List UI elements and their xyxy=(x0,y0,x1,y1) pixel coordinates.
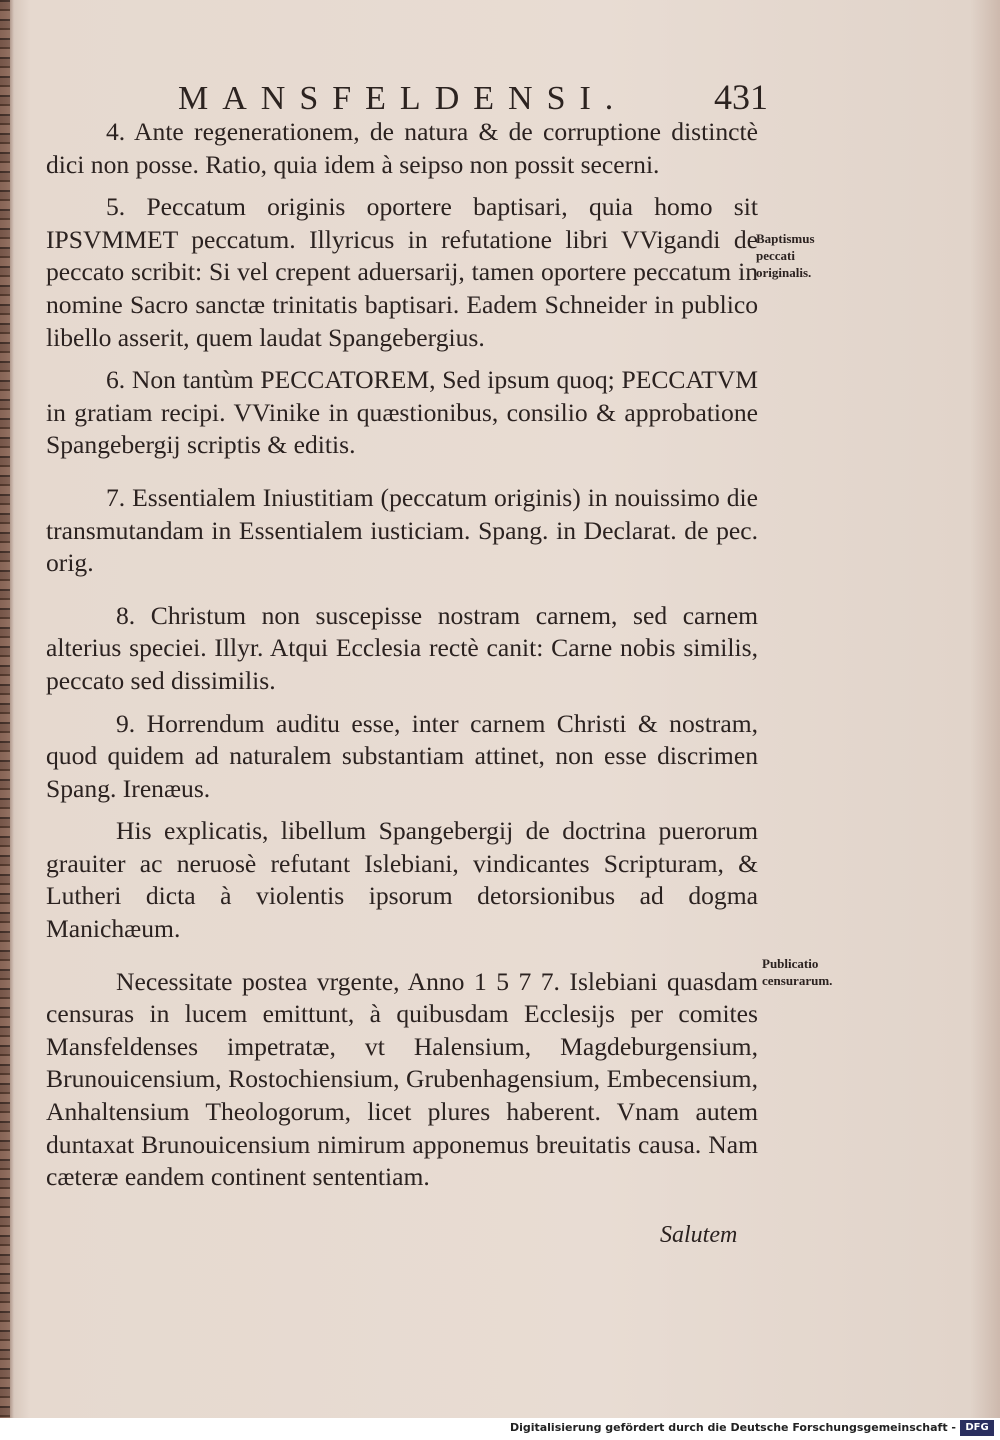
body-text xyxy=(46,116,758,1194)
marginal-note-baptismus: Baptismus peccati originalis. xyxy=(756,231,815,280)
paragraph-necessitate: Necessitate postea vrgente, Anno 1 5 7 7. Islebiani quasdam censuras in lucem emittunt, à quibusdam Ecclesijs per comites Mansfeldenses impetratæ, vt Halensium, Magdeburgensium, Brunouicensium, Rostochiensium, Grubenhagensium, Embecensium, Anhaltensium Theologorum, licet plures haberent. Vnam autem duntaxat Brunouicensium nimirum apponemus breuitatis causa. Nam cæteræ eandem continent sententiam. xyxy=(46,966,758,1192)
catchword: Salutem xyxy=(660,1222,738,1248)
funding-notice: Digitalisierung gefördert durch die Deutsche Forschungsgemeinschaft - xyxy=(509,1421,956,1434)
paragraph-explicatis: His explicatis, libellum Spangebergij de doctrina puerorum grauiter ac neruosè refutant Islebiani, vindicantes Scripturam, & Lutheri dicta à violentis ipsorum detorsionibus ad dogma Manichæum. xyxy=(46,816,758,944)
digitization-footer xyxy=(0,1418,1000,1440)
page-binding-edge xyxy=(0,0,10,1418)
page-number: 431 xyxy=(714,77,768,117)
marginal-note-publicatio: Publicatio censurarum. xyxy=(762,956,833,988)
running-head: MANSFELDENSI. xyxy=(178,80,628,117)
paragraph-item-8: 8. Christum non suscepisse nostram carnem, sed carnem alterius speciei. Illyr. Atqui Ecclesia rectè canit: Carne nobis similis, peccato sed dissimilis. xyxy=(46,600,758,695)
paragraph-item-7: 7. Essentialem Iniustitiam (peccatum originis) in nouissimo die transmutandam in Essentialem iusticiam. Spang. in Declarat. de pec. orig. xyxy=(46,482,758,578)
paragraph-item-4: 4. Ante regenerationem, de natura & de corruptione distinctè dici non posse. Ratio, quia idem à seipso non possit secerni. xyxy=(46,117,758,179)
paragraph-item-6: 6. Non tantùm PECCATOREM, Sed ipsum quoq; PECCATVM in gratiam recipi. VVinike in quæstionibus, consilio & approbatione Spangebergij scriptis & editis. xyxy=(46,365,758,460)
dfg-logo: DFG xyxy=(960,1420,994,1436)
paragraph-item-5: 5. Peccatum originis oportere baptisari, quia homo sit IPSVMMET peccatum. Illyricus in refutatione libri VVigandi de peccato scribit: Si vel crepent aduersarij, tamen oportere peccatum in nomine Sacro sanctæ trinitatis baptisari. Eadem Schneider in publico libello asserit, quem laudat Spangebergius. xyxy=(46,192,758,352)
paragraph-item-9: 9. Horrendum auditu esse, inter carnem Christi & nostram, quod quidem ad naturalem substantiam attinet, non esse discrimen Spang. Irenæus. xyxy=(46,708,758,803)
